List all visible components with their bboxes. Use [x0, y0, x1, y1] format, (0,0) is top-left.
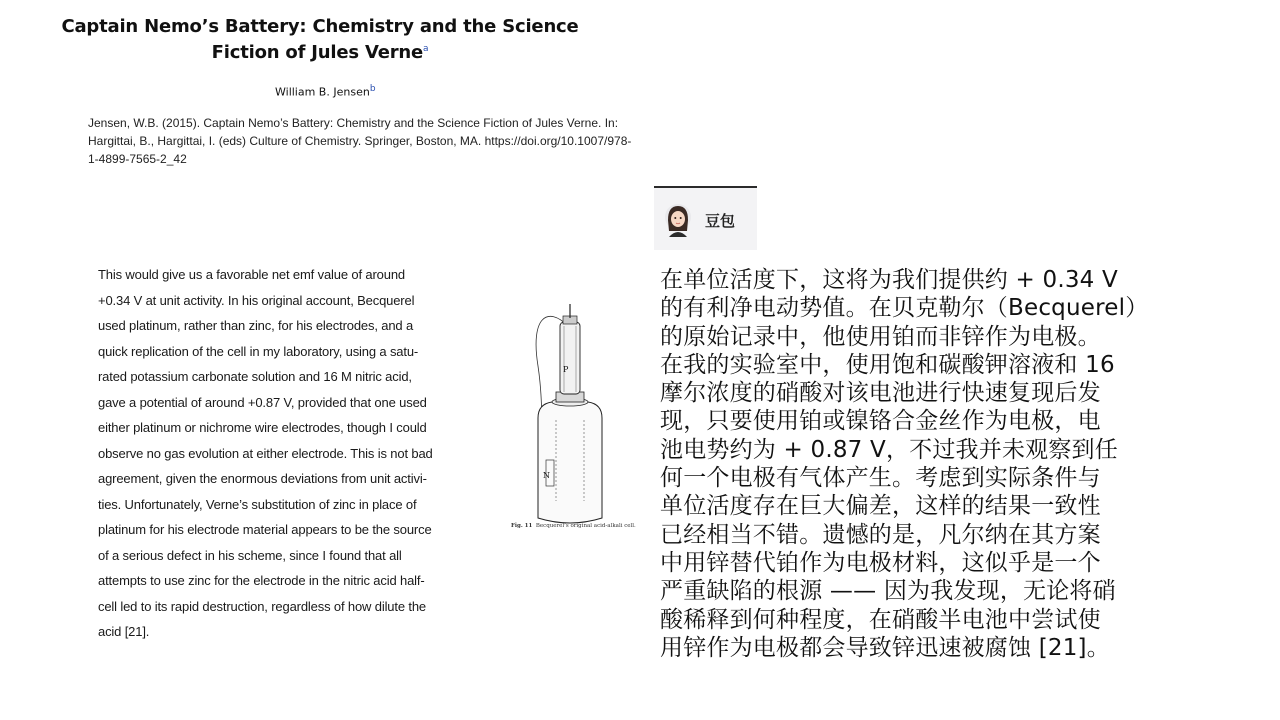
paragraph-line: +0.34 V at unit activity. In his original account, Becquerel	[98, 292, 415, 308]
figure-caption-label: Fig. 11	[511, 523, 533, 529]
translation-line: 单位活度存在巨大偏差，这样的结果一致性	[660, 493, 1101, 520]
citation-line: Jensen, W.B. (2015). Captain Nemo’s Battery: Chemistry and the Science Fiction of Jules Verne. In:	[88, 116, 619, 130]
source-paragraph	[98, 262, 486, 645]
translation-line: 在我的实验室中，使用饱和碳酸钾溶液和 16	[660, 351, 1115, 378]
translation-line: 酸稀释到何种程度，在硝酸半电池中尝试使	[660, 606, 1101, 633]
paragraph-line: platinum for his electrode material appears to be the source	[98, 522, 432, 537]
figure-caption	[511, 523, 636, 529]
user-avatar-icon	[664, 203, 692, 239]
paragraph-line: This would give us a favorable net emf value of around	[98, 267, 405, 282]
figure-becquerel-cell	[500, 296, 630, 536]
translation-line: 在单位活度下，这将为我们提供约 + 0.34 V	[660, 267, 1118, 293]
assistant-header[interactable]	[654, 186, 757, 250]
translation-line: 的原始记录中，他使用铂而非锌作为电极。	[660, 323, 1101, 350]
figure-caption-text: Becquerel’s original acid-alkali cell.	[535, 523, 636, 529]
citation	[88, 114, 708, 168]
translation-line: 中用锌替代铂作为电极材料，这似乎是一个	[660, 549, 1101, 576]
inner-tube	[560, 322, 580, 394]
battery-cell-illustration	[500, 296, 630, 536]
paragraph-line: gave a potential of around +0.87 V, provided that one used	[98, 394, 427, 410]
assistant-name: 豆包	[705, 212, 736, 230]
label-n: N	[543, 471, 550, 480]
translation-line: 摩尔浓度的硝酸对该电池进行快速复现后发	[660, 380, 1101, 407]
author-text: William B. Jensen	[275, 85, 370, 99]
translation-line: 池电势约为 + 0.87 V，不过我并未观察到任	[660, 436, 1118, 463]
title-line-2-text: Fiction of Jules Verne	[211, 42, 424, 63]
paragraph-line: used platinum, rather than zinc, for his electrodes, and a	[98, 318, 414, 333]
author-footnote-mark[interactable]: b	[369, 84, 376, 94]
paragraph-line: agreement, given the enormous deviations from unit activi-	[98, 471, 427, 486]
citation-line[interactable]: 1-4899-7565-2_42	[88, 152, 187, 166]
translation-text	[660, 266, 1200, 662]
title-line-2	[60, 38, 580, 64]
paragraph-line: either platinum or nichrome wire electrodes, though I could	[98, 420, 427, 435]
paragraph-line: of a serious defect in his scheme, since I found that all	[98, 547, 402, 563]
bottle-body	[538, 402, 602, 523]
paragraph-line: attempts to use zinc for the electrode in the nitric acid half-	[98, 573, 425, 588]
paragraph-line: acid [21].	[98, 624, 150, 639]
translation-line: 现，只要使用铂或镍铬合金丝作为电极，电	[660, 408, 1101, 435]
citation-line[interactable]: Hargittai, B., Hargittai, I. (eds) Culture of Chemistry. Springer, Boston, MA. https://doi.org/10.1007/978-	[88, 134, 632, 148]
title-footnote-mark[interactable]: a	[423, 44, 429, 54]
paragraph-line: quick replication of the cell in my laboratory, using a satu-	[98, 343, 419, 359]
translation-line: 已经相当不错。遗憾的是，凡尔纳在其方案	[660, 521, 1101, 548]
paragraph-line: ties. Unfortunately, Verne’s substitution of zinc in place of	[98, 496, 417, 512]
paragraph-line: observe no gas evolution at either electrode. This is not bad	[98, 445, 433, 461]
translation-line: 何一个电极有气体产生。考虑到实际条件与	[660, 465, 1101, 492]
author-name	[275, 84, 376, 99]
paper-title	[60, 16, 580, 64]
translation-line: 用锌作为电极都会导致锌迅速被腐蚀 [21]。	[660, 634, 1110, 661]
label-p: P	[563, 365, 569, 374]
translation-line: 的有利净电动势值。在贝克勒尔（Becquerel）	[660, 295, 1149, 322]
paragraph-line: rated potassium carbonate solution and 16 M nitric acid,	[98, 369, 412, 384]
paragraph-line: cell led to its rapid destruction, regardless of how dilute the	[98, 598, 427, 614]
translation-line: 严重缺陷的根源 —— 因为我发现，无论将硝	[660, 578, 1116, 605]
title-line-1: Captain Nemo’s Battery: Chemistry and the Science	[61, 16, 579, 37]
